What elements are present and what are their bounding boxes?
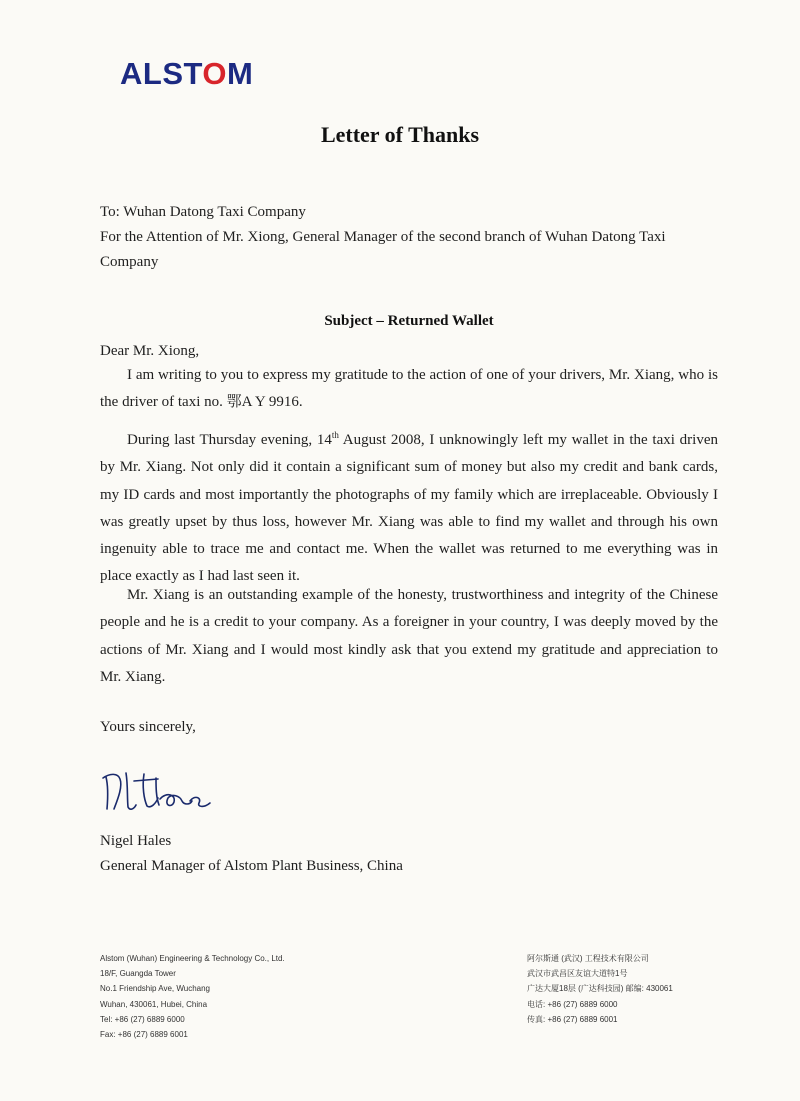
salutation: Dear Mr. Xiong, (100, 343, 200, 359)
signer-position: General Manager of Alstom Plant Business, China (100, 858, 403, 874)
footer-line: 电话: +86 (27) 6889 6000 (527, 999, 618, 1009)
signer-name: Nigel Hales (100, 833, 172, 849)
letter-title: Letter of Thanks (320, 122, 480, 147)
footer-company-address-en (100, 951, 285, 1042)
paragraph-2-start: During last Thursday evening, 14 (127, 432, 332, 448)
alstom-logo (120, 56, 253, 92)
footer-line: Wuhan, 430061, Hubei, China (100, 999, 208, 1009)
footer-line: Tel: +86 (27) 6889 6000 (100, 1014, 185, 1024)
closing: Yours sincerely, (100, 719, 196, 735)
footer-line: 18/F, Guangda Tower (100, 969, 176, 979)
footer-company-address-cn (527, 951, 673, 1027)
attention-line: For the Attention of Mr. Xiong, General Manager of the second branch of Wuhan Datong Taxi Company (100, 229, 666, 270)
footer-line: Alstom (Wuhan) Engineering & Technology Co., Ltd. (100, 954, 285, 963)
logo-text-end: M (227, 56, 254, 91)
handwritten-signature (100, 765, 215, 825)
footer-line: 传真: +86 (27) 6889 6001 (527, 1014, 618, 1024)
paragraph-1: I am writing to you to express my gratitude to the action of one of your drivers, Mr. Xiang, who is the driver of taxi no. 鄂A Y 9916. (100, 367, 718, 411)
footer-line: No.1 Friendship Ave, Wuchang (100, 984, 210, 994)
recipient-block (100, 200, 725, 275)
recipient-line: To: Wuhan Datong Taxi Company (100, 204, 306, 220)
paragraph-2 (100, 422, 718, 591)
signer-block (100, 829, 403, 879)
footer-line: 武汉市武昌区友谊大道特1号 (527, 969, 628, 979)
subject-line: Subject – Returned Wallet (324, 313, 494, 329)
footer-line: Fax: +86 (27) 6889 6001 (100, 1030, 188, 1040)
footer-line: 阿尔斯通 (武汉) 工程技术有限公司 (527, 954, 649, 963)
footer-line: 广达大厦18层 (广达科技园) 邮编: 430061 (527, 984, 673, 994)
logo-text-start: ALST (120, 56, 203, 91)
date-ordinal: th (331, 430, 339, 440)
paragraph-3: Mr. Xiang is an outstanding example of the honesty, trustworthiness and integrity of the Chinese people and he is a credit to your company. As a foreigner in your country, I was deeply moved by the actions of Mr. Xiang and I would most kindly ask that you extend my gratitude and appreciation to Mr. Xiang. (100, 587, 718, 685)
logo-o-mark: O (202, 56, 228, 91)
paragraph-2-rest: August 2008, I unknowingly left my wallet in the taxi driven by Mr. Xiang. Not only did it contain a significant sum of money but also my credit and bank cards, my ID cards and most importantly the photographs of my family which are irreplaceable. Obviously I was greatly upset by thus loss, however Mr. Xiang was able to find my wallet and through his own ingenuity able to trace me and contact me. When the wallet was returned to me everything was in place exactly as I had last seen it. (100, 432, 718, 585)
